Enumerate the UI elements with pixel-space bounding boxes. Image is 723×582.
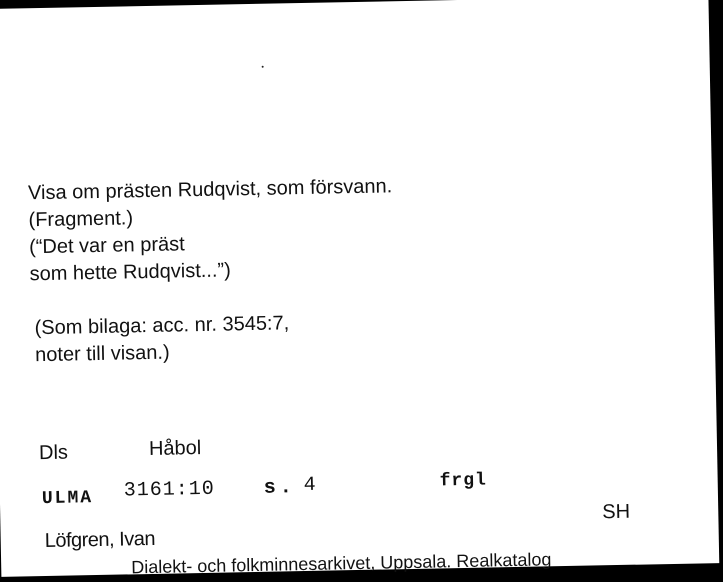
region-code: Dls	[38, 441, 69, 465]
page-number: 4	[303, 473, 316, 498]
title-line-2: (Fragment.)	[28, 207, 134, 232]
initials: SH	[602, 500, 631, 524]
note-line-2: noter till visan.)	[34, 341, 170, 367]
collector-name: Löfgren, Ivan	[44, 527, 156, 553]
record-number: 3161:10	[123, 477, 215, 503]
title-line-4: som hette Rudqvist...”)	[29, 259, 231, 286]
title-line-3: (“Det var en präst	[28, 233, 185, 259]
page-label: s.	[263, 476, 296, 500]
ink-speck	[262, 66, 264, 68]
footer-archive: Dialekt- och folkminnesarkivet, Uppsala. Realkatalog	[131, 549, 552, 578]
note-line-1: (Som bilaga: acc. nr. 3545:7,	[34, 312, 290, 340]
category-code: frgl	[439, 470, 488, 492]
title-line-1: Visa om prästen Rudqvist, som försvann.	[27, 175, 393, 205]
archive-code: ULMA	[41, 488, 94, 510]
parish-name: Håbol	[148, 437, 202, 461]
